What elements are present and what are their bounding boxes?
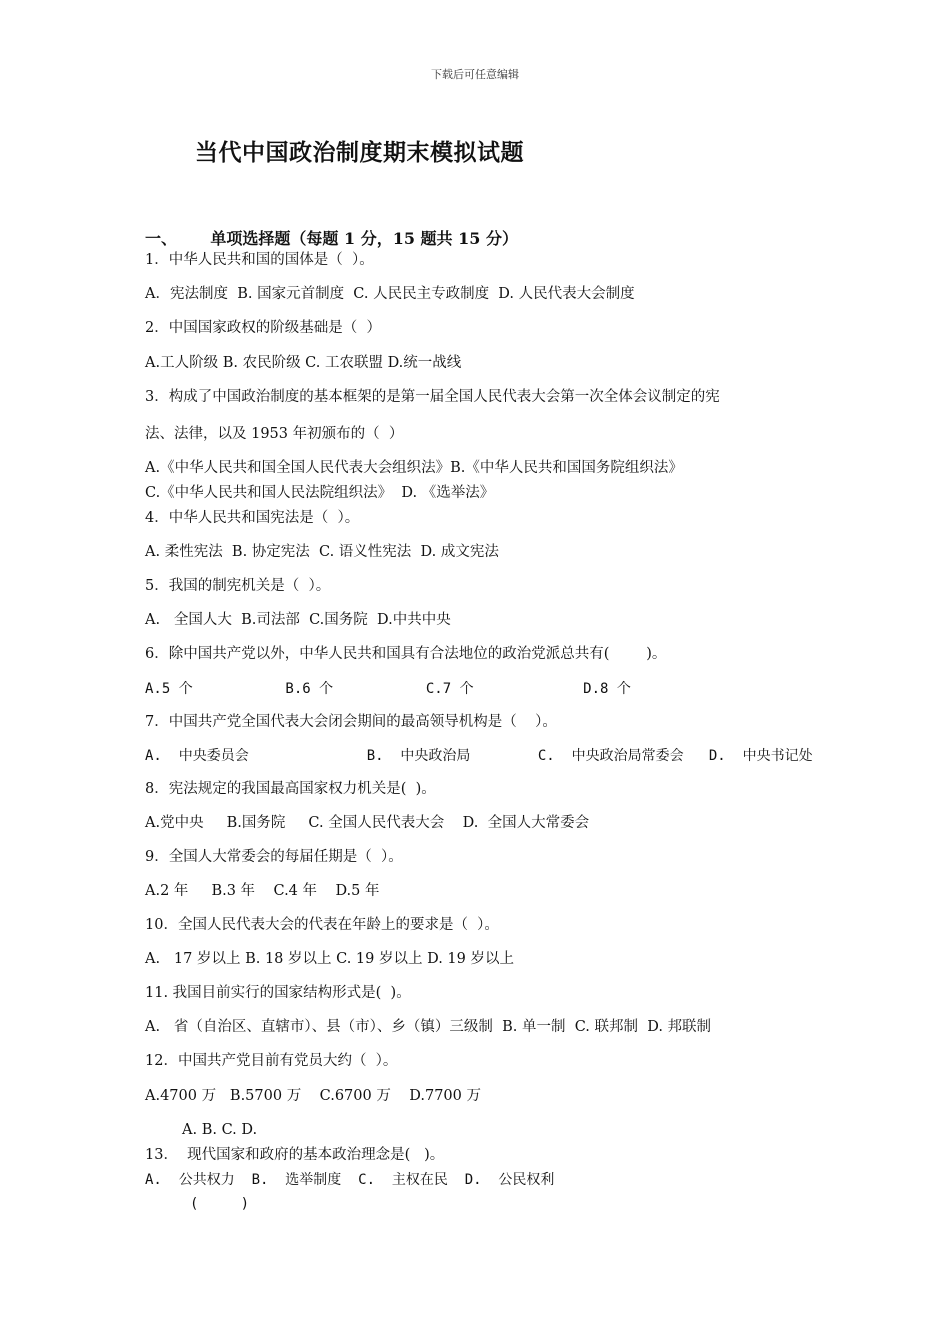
- question-10: 10．全国人民代表大会的代表在年龄上的要求是（ ）。: [145, 917, 499, 933]
- options-11: A. 省（自治区、直辖市）、县（市）、乡（镇）三级制 B. 单一制 C. 联邦制 D. 邦联制: [145, 1019, 712, 1035]
- options-5: A. 全国人大 B.司法部 C.国务院 D.中共中央: [145, 612, 451, 628]
- options-3b: C.《中华人民共和国人民法院组织法》 D. 《选举法》: [145, 485, 495, 501]
- options-4: A. 柔性宪法 B. 协定宪法 C. 语义性宪法 D. 成文宪法: [145, 544, 499, 560]
- options-2: A.工人阶级 B. 农民阶级 C. 工农联盟 D.统一战线: [145, 355, 462, 371]
- options-7: A. 中央委员会 B. 中央政治局 C. 中央政治局常委会 D. 中央书记处: [145, 748, 813, 764]
- question-7: 7．中国共产党全国代表大会闭会期间的最高领导机构是（ ）。: [145, 714, 557, 730]
- options-6: A.5 个 B.6 个 C.7 个 D.8 个: [145, 681, 631, 697]
- options-8: A.党中央 B.国务院 C. 全国人民代表大会 D. 全国人大常委会: [145, 815, 590, 831]
- options-12: A.4700 万 B.5700 万 C.6700 万 D.7700 万: [145, 1088, 481, 1104]
- question-9: 9．全国人大常委会的每届任期是（ ）。: [145, 849, 403, 865]
- question-2: 2．中国国家政权的阶级基础是（ ）: [145, 320, 381, 336]
- question-11: 11. 我国目前实行的国家结构形式是( )。: [145, 985, 411, 1001]
- options-3a: A.《中华人民共和国全国人民代表大会组织法》B.《中华人民共和国国务院组织法》: [145, 460, 683, 476]
- answer-blank: ( ): [190, 1196, 250, 1212]
- question-13: 13． 现代国家和政府的基本政治理念是( )。: [145, 1147, 445, 1163]
- question-5: 5．我国的制宪机关是（ ）。: [145, 578, 331, 594]
- blank-options: A. B. C. D.: [182, 1122, 258, 1138]
- question-3: 3．构成了中国政治制度的基本框架的是第一届全国人民代表大会第一次全体会议制定的宪: [145, 389, 720, 405]
- options-9: A.2 年 B.3 年 C.4 年 D.5 年: [145, 883, 380, 899]
- question-12: 12．中国共产党目前有党员大约（ ）。: [145, 1053, 398, 1069]
- question-8: 8．宪法规定的我国最高国家权力机关是( )。: [145, 781, 436, 797]
- question-3-cont: 法、法律，以及 1953 年初颁布的（ ）: [145, 426, 404, 442]
- options-10: A. 17 岁以上 B. 18 岁以上 C. 19 岁以上 D. 19 岁以上: [145, 951, 514, 967]
- page-header: 下载后可任意编辑: [431, 68, 519, 81]
- question-1: 1．中华人民共和国的国体是（ ）。: [145, 252, 374, 268]
- question-6: 6．除中国共产党以外，中华人民共和国具有合法地位的政治党派总共有( )。: [145, 646, 667, 662]
- options-1: A．宪法制度 B. 国家元首制度 C. 人民民主专政制度 D. 人民代表大会制度: [145, 286, 635, 302]
- options-13: A. 公共权力 B. 选举制度 C. 主权在民 D. 公民权利: [145, 1172, 555, 1188]
- page-title: 当代中国政治制度期末模拟试题: [195, 140, 524, 166]
- section-heading: 一、 单项选择题（每题 1 分，15 题共 15 分）: [145, 229, 518, 248]
- question-4: 4．中华人民共和国宪法是（ ）。: [145, 510, 360, 526]
